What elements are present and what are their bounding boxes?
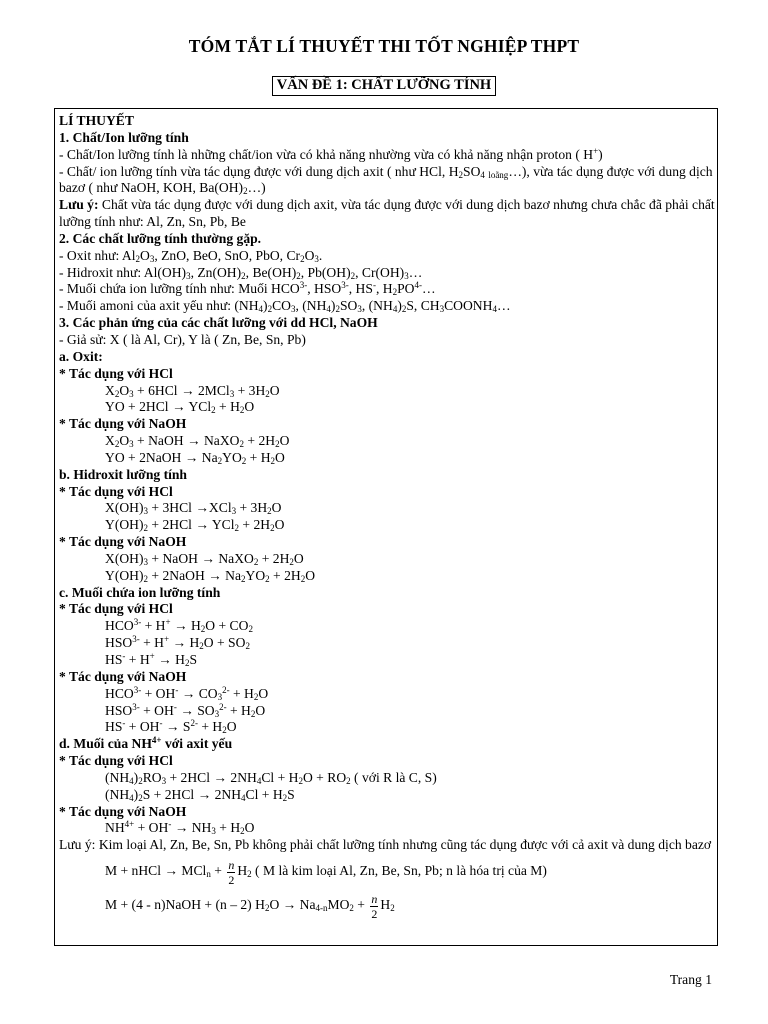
- b-naoh-heading: * Tác dụng với NaOH: [59, 534, 187, 550]
- page-number: Trang 1: [669, 972, 712, 987]
- metal-hcl-equation: [59, 854, 715, 888]
- subsection-d-title: d. Muối của $NH^{4+}$ với axit yếu: [59, 735, 233, 752]
- c-naoh-heading: * Tác dụng với NaOH: [59, 668, 187, 684]
- equation: YO + 2NaOH → $Na_2YO_2 + H_2O$: [105, 449, 285, 466]
- section-2-title: 2. Các chất lưỡng tính thường gặp.: [59, 230, 262, 246]
- s1-line-1: - Chất/Ion lưỡng tính là những chất/ion vừa có khả năng nhường vừa có khả năng nhận proton ( H+): [59, 145, 603, 162]
- equation: $NH^{4+} + OH^- \to NH_3 + H_2O$: [105, 819, 255, 837]
- s1-line-2: - Chất/ ion lưỡng tính vừa tác dụng được với dung dịch axit ( như HCl, $H_2SO_4$ $_{loãng}$…), vừa tác dụng được với dung dịch bazơ ( như NaOH, KOH, $Ba(OH)_2\dots$): [59, 163, 713, 197]
- theory-content: [59, 113, 715, 922]
- section-3-title: 3. Các phản ứng của các chất lưỡng với dd HCl, NaOH: [59, 315, 378, 331]
- subsection-b-title: b. Hidroxit lưỡng tính: [59, 466, 187, 482]
- equation: YO + $2HCl \to YCl_2 + H_2O$: [105, 399, 255, 416]
- page-title: TÓM TẮT LÍ THUYẾT THI TỐT NGHIỆP THPT: [188, 36, 580, 56]
- s2-oxit: - Oxit như: $Al_2O_3$, ZnO, BeO, SnO, PbO, $Cr_2O_3$.: [59, 247, 323, 264]
- equation: $HSO^{3-} + OH^- \to SO_3^{2-} + H_2O$: [105, 701, 266, 719]
- subsection-c-title: c. Muối chứa ion lưỡng tính: [59, 584, 221, 600]
- d-hcl-heading: * Tác dụng với HCl: [59, 753, 173, 769]
- equation: $X_2O_3$ + NaOH → NaXO$_2$ + $2H_2O$: [105, 433, 290, 450]
- equation: $X(OH)_3$ + NaOH → NaXO$_2$ + $2H_2O$: [105, 550, 304, 567]
- final-note: Lưu ý: Kim loại Al, Zn, Be, Sn, Pb không phải chất lưỡng tính nhưng cũng tác dụng được với cả axit và dung dịch bazơ: [59, 837, 712, 853]
- equation: $HS^- + OH^- \to S^{2-} + H_2O$: [105, 718, 237, 736]
- equation: $HS^- + H^+ \to H_2S$: [105, 651, 198, 668]
- s3-assume: - Giả sử: X ( là Al, Cr), Y là ( Zn, Be, Sn, Pb): [59, 331, 306, 347]
- a-naoh-heading: * Tác dụng với NaOH: [59, 416, 187, 432]
- equation: $Y(OH)_2 + 2HCl \to YCl_2 + 2H_2O$: [105, 517, 285, 534]
- eq1-right: $H_2$ ( M là kim loại Al, Zn, Be, Sn, Pb; n là hóa trị của M): [237, 863, 547, 880]
- d-naoh-heading: * Tác dụng với NaOH: [59, 803, 187, 819]
- section-subtitle: VẤN ĐỀ 1: CHẤT LƯỠNG TÍNH: [272, 76, 496, 96]
- equation: $(NH_4)_2S + 2HCl \to 2NH_4Cl + H_2S$: [105, 786, 295, 803]
- note-text: Chất vừa tác dụng được với dung dịch axit, vừa tác dụng được với dung dịch bazơ nhưng chưa chắc đã phải chất lưỡng tính như: Al, Zn, Sn, Pb, Be: [59, 197, 715, 230]
- s1-note: [59, 197, 715, 231]
- fraction-n-over-2: $\frac{n}{2}$: [371, 891, 378, 921]
- note-label: Lưu ý:: [59, 197, 99, 213]
- s2-muoi-amoni: - Muối amoni của axit yếu như: $(NH_4)_2CO_3$, $(NH_4)_2SO_3$, $(NH_4)_2S$, $CH_3COONH_4\dots$: [59, 298, 511, 315]
- subsection-a-title: a. Oxit:: [59, 348, 103, 364]
- equation: $HSO^{3-} + H^+ \to H_2O + SO_2$: [105, 634, 250, 652]
- equation: $X(OH)_3 + 3HCl \to XCl_3 + 3H_2O$: [105, 500, 282, 517]
- eq2-right: $H_2$: [380, 897, 395, 914]
- fraction-n-over-2: $\frac{n}{2}$: [228, 857, 235, 887]
- s2-muoi-ion: - Muối chứa ion lưỡng tính như: Muối $HCO^{3-}$, $HSO^{3-}$, HS-, $H_2PO^{4-}\dots$: [59, 280, 436, 298]
- theory-heading: LÍ THUYẾT: [59, 113, 134, 128]
- equation: $HCO^{3-} + H^+ \to H_2O + CO_2$: [105, 617, 253, 635]
- metal-naoh-equation: [59, 888, 715, 922]
- equation: $(NH_4)_2RO_3 + 2HCl \to 2NH_4Cl + H_2O + RO_2$ ( với R là C, S): [105, 769, 437, 786]
- a-hcl-heading: * Tác dụng với HCl: [59, 365, 173, 381]
- equation: $HCO^{3-} + OH^- \to CO_3^{2-} + H_2O$: [105, 684, 269, 702]
- b-hcl-heading: * Tác dụng với HCl: [59, 483, 173, 499]
- eq1-left: M + nHCl → MCl$_n$ +: [105, 863, 222, 880]
- c-hcl-heading: * Tác dụng với HCl: [59, 601, 173, 617]
- s2-hidroxit: - Hidroxit như: $Al(OH)_3$, $Zn(OH)_2$, $Be(OH)_2$, $Pb(OH)_2$, $Cr(OH)_3\dots$: [59, 264, 423, 281]
- eq2-left: M + (4 - n)NaOH + (n – 2) $H_2O \to Na_{4-n}MO_2$ +: [105, 897, 365, 914]
- equation: $Y(OH)_2$ + 2NaOH → $Na_2YO_2 + 2H_2O$: [105, 567, 316, 584]
- section-1-title: 1. Chất/Ion lưỡng tính: [59, 129, 189, 145]
- equation: $X_2O_3 + 6HCl \to 2MCl_3 + 3H_2O$: [105, 382, 280, 399]
